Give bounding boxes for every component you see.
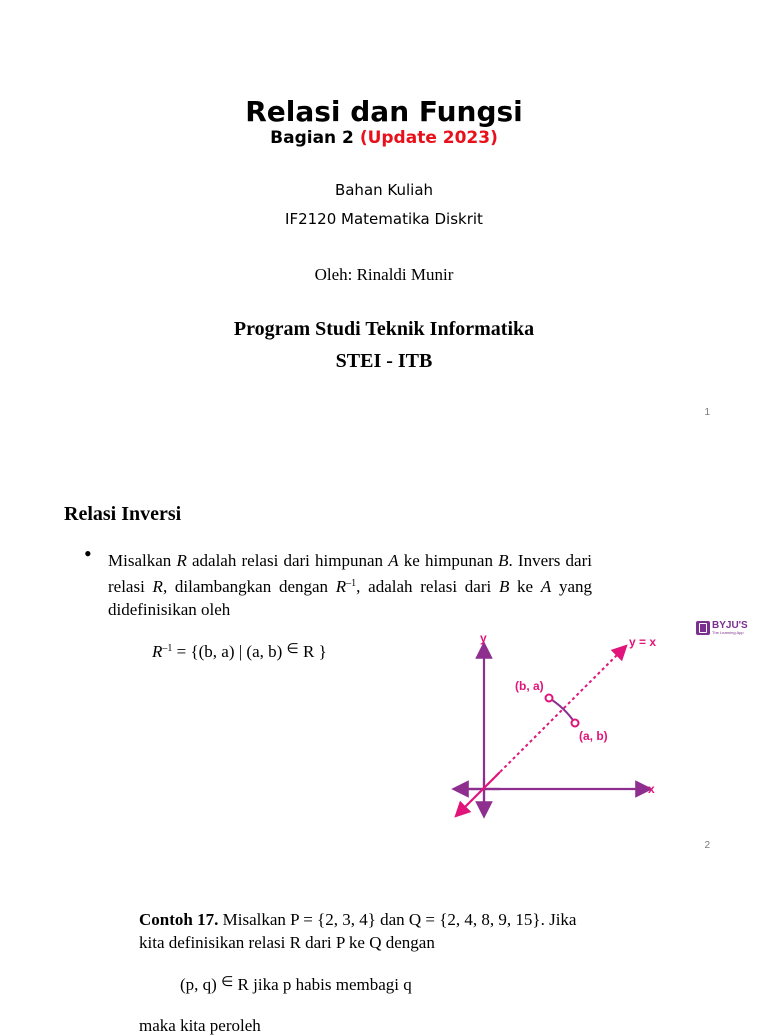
example-text: Contoh 17. Misalkan P = {2, 3, 4} dan Q = {2, 4, 8, 9, 15}. Jika kita definisikan relasi R dari P ke Q dengan bbox=[139, 910, 577, 952]
slide-1 bbox=[0, 0, 768, 433]
example-rule: (p, q) ∈ R jika p habis membagi q bbox=[180, 975, 412, 994]
example-continuation: maka kita peroleh bbox=[139, 1016, 261, 1035]
slide-title: Relasi Inversi bbox=[64, 503, 182, 525]
course-code: IF2120 Matematika Diskrit bbox=[285, 210, 483, 228]
byjus-logo-name: BYJU'S bbox=[712, 620, 748, 631]
inverse-relation-graph bbox=[440, 628, 680, 828]
byjus-logo bbox=[696, 620, 748, 636]
subtitle-update: (Update 2023) bbox=[359, 128, 498, 148]
slide-2 bbox=[0, 433, 768, 866]
byjus-logo-icon bbox=[696, 621, 710, 635]
slide-3 bbox=[0, 866, 768, 1035]
course-material-label: Bahan Kuliah bbox=[334, 181, 434, 199]
subtitle-main: Bagian 2 bbox=[270, 128, 354, 148]
page-number: 2 bbox=[704, 840, 710, 851]
program-name: Program Studi Teknik Informatika bbox=[233, 318, 535, 340]
point-a-b bbox=[572, 720, 579, 727]
byjus-logo-tagline: The Learning App bbox=[712, 630, 744, 635]
school-name: STEI - ITB bbox=[335, 350, 433, 372]
inverse-formula: $R^{-1} = \{(b$, a) | (a, b) ∈ R } bbox=[152, 642, 327, 661]
slide-title: Relasi dan Fungsi bbox=[245, 95, 523, 128]
bullet-text: Misalkan R adalah relasi dari himpunan A ke himpunan B. Invers dari relasi R, dilambangkan dengan $R^{-1}$, adalah relasi dari B ke A yang didefinisikan oleh bbox=[108, 551, 592, 619]
point-b-a bbox=[546, 695, 553, 702]
x-axis-label: x bbox=[648, 782, 655, 796]
example-heading: Contoh 17. bbox=[139, 910, 219, 929]
bullet-marker: • bbox=[84, 541, 92, 566]
slide-subtitle bbox=[0, 128, 768, 148]
point-a-b-label: (a, b) bbox=[579, 729, 608, 743]
page-number: 1 bbox=[704, 407, 710, 418]
y-axis-label: y bbox=[480, 631, 487, 645]
point-b-a-label: (b, a) bbox=[515, 679, 544, 693]
author-line: Oleh: Rinaldi Munir bbox=[314, 265, 454, 284]
diagonal-label: y = x bbox=[629, 635, 657, 649]
